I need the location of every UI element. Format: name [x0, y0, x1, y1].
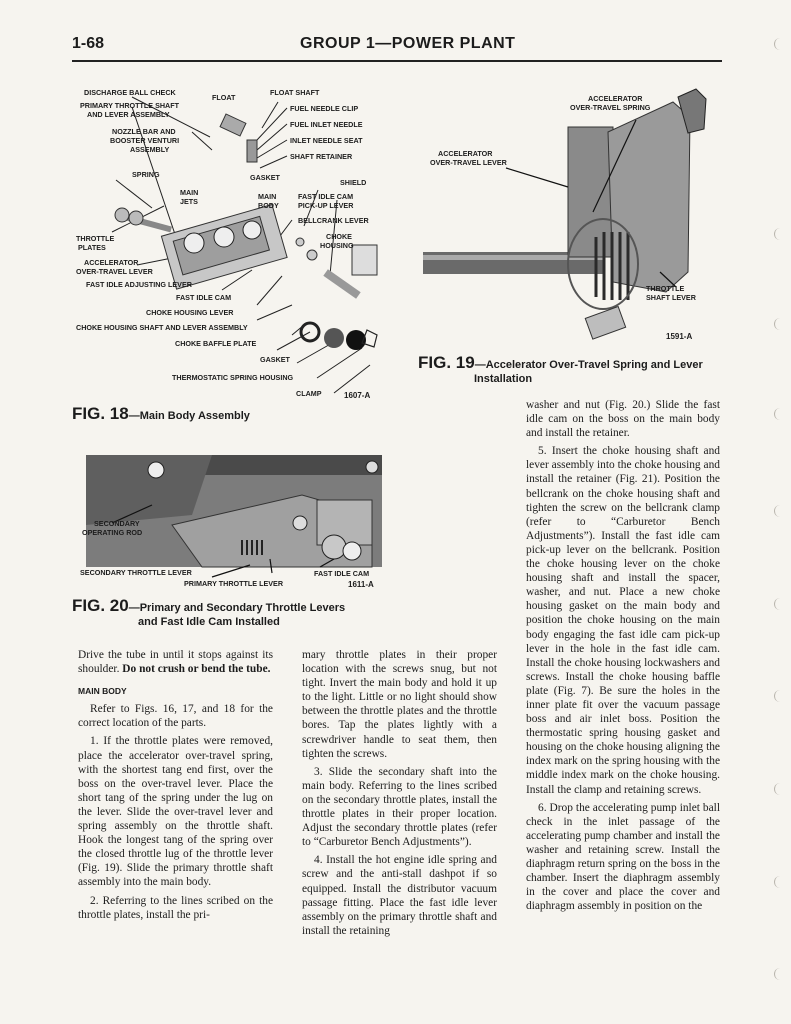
- label-inlet-needle-seat: INLET NEEDLE SEAT: [290, 136, 363, 145]
- label-spring: SPRING: [132, 170, 160, 179]
- figure-19-caption: [418, 353, 703, 386]
- paragraph: Refer to Figs. 16, 17, and 18 for the correct location of the parts.: [78, 703, 273, 730]
- label-overtravel-lever: OVER-TRAVEL LEVER: [430, 158, 507, 167]
- label-discharge-ball-check: DISCHARGE BALL CHECK: [84, 88, 176, 97]
- figure-19: [418, 82, 723, 352]
- paragraph: 3. Slide the secondary shaft into the main body. Referring to the lines scribed on the secondary throttle plates, install the throttle plates in their proper location. Adjust the secondary throttle plates (refer to “Carburetor Bench Adjustments”).: [302, 765, 497, 849]
- figure-number: FIG. 18: [72, 404, 129, 423]
- header-rule: [72, 60, 722, 62]
- text-column-2: [302, 648, 497, 938]
- label-float: FLOAT: [212, 93, 236, 102]
- running-head: GROUP 1—POWER PLANT: [300, 35, 516, 52]
- label-throttle-plates: THROTTLE: [76, 234, 115, 243]
- figure-number: FIG. 20: [72, 596, 129, 615]
- label-booster-venturi: BOOSTER VENTURI: [110, 136, 180, 145]
- label-fast-idle-adjusting-lever: FAST IDLE ADJUSTING LEVER: [86, 280, 192, 289]
- paragraph: 6. Drop the accelerating pump inlet ball check in the inlet passage of the accelerating pump chamber and install the washer and retaining screw. Install the diaphragm return spring on the boss in the chamber. Insert the diaphragm assembly in the cover and place the cover and diaphragm assembly in position on the: [526, 801, 720, 913]
- text-column-1: [78, 648, 273, 922]
- label-fast-idle-cam: FAST IDLE CAM: [176, 293, 232, 302]
- figure-number: FIG. 19: [418, 353, 475, 372]
- binding-mark: [774, 783, 780, 795]
- label-accelerator-overtravel: ACCELERATOR: [84, 258, 139, 267]
- binding-mark: [774, 876, 780, 888]
- overtravel-spring-photo: [418, 82, 723, 352]
- label-shaft-lever: SHAFT LEVER: [646, 293, 696, 302]
- figure-20: [72, 455, 390, 595]
- figure-18-caption: [72, 404, 250, 423]
- label-gasket-bottom: GASKET: [260, 355, 290, 364]
- label-accelerator: ACCELERATOR: [588, 94, 643, 103]
- label-main-jets: MAIN: [180, 188, 199, 197]
- emphasis-text: Do not crush or bend the tube.: [122, 663, 271, 676]
- paragraph: [78, 648, 273, 676]
- label-choke-housing-lever: CHOKE HOUSING LEVER: [146, 308, 234, 317]
- binding-mark: [774, 968, 780, 980]
- binding-mark: [774, 690, 780, 702]
- label-nozzle-assembly: ASSEMBLY: [130, 145, 170, 154]
- label-throttle-plates-2: PLATES: [78, 243, 106, 252]
- label-bellcrank-lever: BELLCRANK LEVER: [298, 216, 369, 225]
- label-throttle: THROTTLE: [646, 284, 685, 293]
- label-fast-idle-cam-pickup: FAST IDLE CAM: [298, 192, 354, 201]
- figure-code: 1611-A: [348, 580, 374, 589]
- paragraph: 4. Install the hot engine idle spring and screw and the anti-stall dashpot if so equipped. Install the distributor vacuum passage fitting. Place the fast idle lever assembly on the primary throttle shaft and install the retaining: [302, 854, 497, 937]
- figure-code: 1591-A: [666, 332, 693, 341]
- paragraph: 5. Insert the choke housing shaft and lever assembly into the choke housing and install the retainer (Fig. 21). Position the bellcrank on the choke housing shaft and tighten the screw on the bellcrank clamp (refer to “Carburetor Bench Adjustments”). Install the fast idle cam pick-up lever on the bellcrank. Position the choke housing lever on the choke housing shaft and install the spacer, washer, and nut. Place a new choke housing gasket on the main body and position the choke housing on the main body engaging the fast idle cam pick-up lever in the hole in the fast idle cam. Install the choke housing lockwashers and screws. Install the choke housing baffle plate (Fig. 7). Be sure the holes in the inner plate fit over the vacuum passage boss and air inlet boss. Position the thermostatic spring housing gasket and housing on the choke housing aligning the index mark on the spring housing with the middle index mark on the choke housing. Install the clamp and retaining screws.: [526, 445, 720, 796]
- label-choke-baffle-plate: CHOKE BAFFLE PLATE: [175, 339, 257, 348]
- paragraph: washer and nut (Fig. 20.) Slide the fast idle cam on the boss on the main body and install the retainer.: [526, 399, 720, 440]
- binding-mark: [774, 228, 780, 240]
- caption-line-1: —Accelerator Over-Travel Spring and Lever: [474, 359, 703, 371]
- label-shaft-retainer: SHAFT RETAINER: [290, 152, 353, 161]
- caption-line-2: Installation: [474, 373, 533, 385]
- label-choke-housing-2: HOUSING: [320, 241, 354, 250]
- binding-mark: [774, 505, 780, 517]
- paragraph: mary throttle plates in their proper location with the screws snug, but not tight. Invert the main body and hold it up to the light. Little or no light should show between the throttle plates and the throttle bores. Tap the plates lightly with a screwdriver handle to seat them, then tighten the screws.: [302, 649, 497, 760]
- page-number: 1-68: [72, 35, 105, 52]
- label-fuel-needle-clip: FUEL NEEDLE CLIP: [290, 104, 359, 113]
- caption-text: —Main Body Assembly: [128, 410, 250, 422]
- label-nozzle-bar: NOZZLE BAR AND: [112, 127, 176, 136]
- label-main-jets-2: JETS: [180, 197, 198, 206]
- label-pickup-lever: PICK-UP LEVER: [298, 201, 354, 210]
- label-choke-housing-shaft: CHOKE HOUSING SHAFT AND LEVER ASSEMBLY: [76, 323, 248, 332]
- paragraph: 1. If the throttle plates were removed, place the accelerator over-travel spring, with the shortest tang end first, over the boss on the over-travel lever. Place the short tang of the spring under the lug on the lever. Slide the over-travel lever and spring assembly on the throttle shaft. Hook the longest tang of the spring over the closed throttle lug of the throttle lever (Fig. 19). Slide the primary throttle shaft assembly into the main body.: [78, 735, 273, 889]
- label-fuel-inlet-needle: FUEL INLET NEEDLE: [290, 120, 363, 129]
- label-main-body-2: BODY: [258, 201, 279, 210]
- caption-line-1: —Primary and Secondary Throttle Levers: [128, 602, 346, 614]
- figure-20-caption: [72, 596, 346, 629]
- binding-mark: [774, 318, 780, 330]
- section-heading: MAIN BODY: [78, 686, 127, 697]
- figure-code: 1607-A: [344, 391, 371, 400]
- label-float-shaft: FLOAT SHAFT: [270, 88, 320, 97]
- label-thermostatic-spring-housing: THERMOSTATIC SPRING HOUSING: [172, 373, 294, 382]
- label-secondary: SECONDARY: [94, 519, 140, 528]
- caption-line-2: and Fast Idle Cam Installed: [138, 616, 280, 628]
- label-secondary-throttle-lever: SECONDARY THROTTLE LEVER: [80, 568, 192, 577]
- binding-mark: [774, 598, 780, 610]
- label-overtravel-lever: OVER-TRAVEL LEVER: [76, 267, 153, 276]
- label-overtravel-spring: OVER-TRAVEL SPRING: [570, 103, 651, 112]
- text-run: Drive the tube in until it stops against its shoulder.: [78, 649, 273, 676]
- label-clamp: CLAMP: [296, 389, 322, 398]
- figure-18: [72, 80, 402, 405]
- paragraph: 2. Referring to the lines scribed on the throttle plates, install the pri-: [78, 894, 273, 921]
- label-primary-throttle-shaft-2: AND LEVER ASSEMBLY: [87, 110, 170, 119]
- label-accelerator-lever: ACCELERATOR: [438, 149, 493, 158]
- binding-mark: [774, 408, 780, 420]
- label-fast-idle-cam: FAST IDLE CAM: [314, 569, 370, 578]
- label-primary-throttle-shaft: PRIMARY THROTTLE SHAFT: [80, 101, 180, 110]
- label-primary-throttle-lever: PRIMARY THROTTLE LEVER: [184, 579, 284, 588]
- label-choke-housing: CHOKE: [326, 232, 352, 241]
- label-shield: SHIELD: [340, 178, 367, 187]
- label-gasket-top: GASKET: [250, 173, 280, 182]
- label-main-body: MAIN: [258, 192, 277, 201]
- text-column-3: [526, 398, 720, 913]
- label-operating-rod: OPERATING ROD: [82, 528, 143, 537]
- binding-mark: [774, 38, 780, 50]
